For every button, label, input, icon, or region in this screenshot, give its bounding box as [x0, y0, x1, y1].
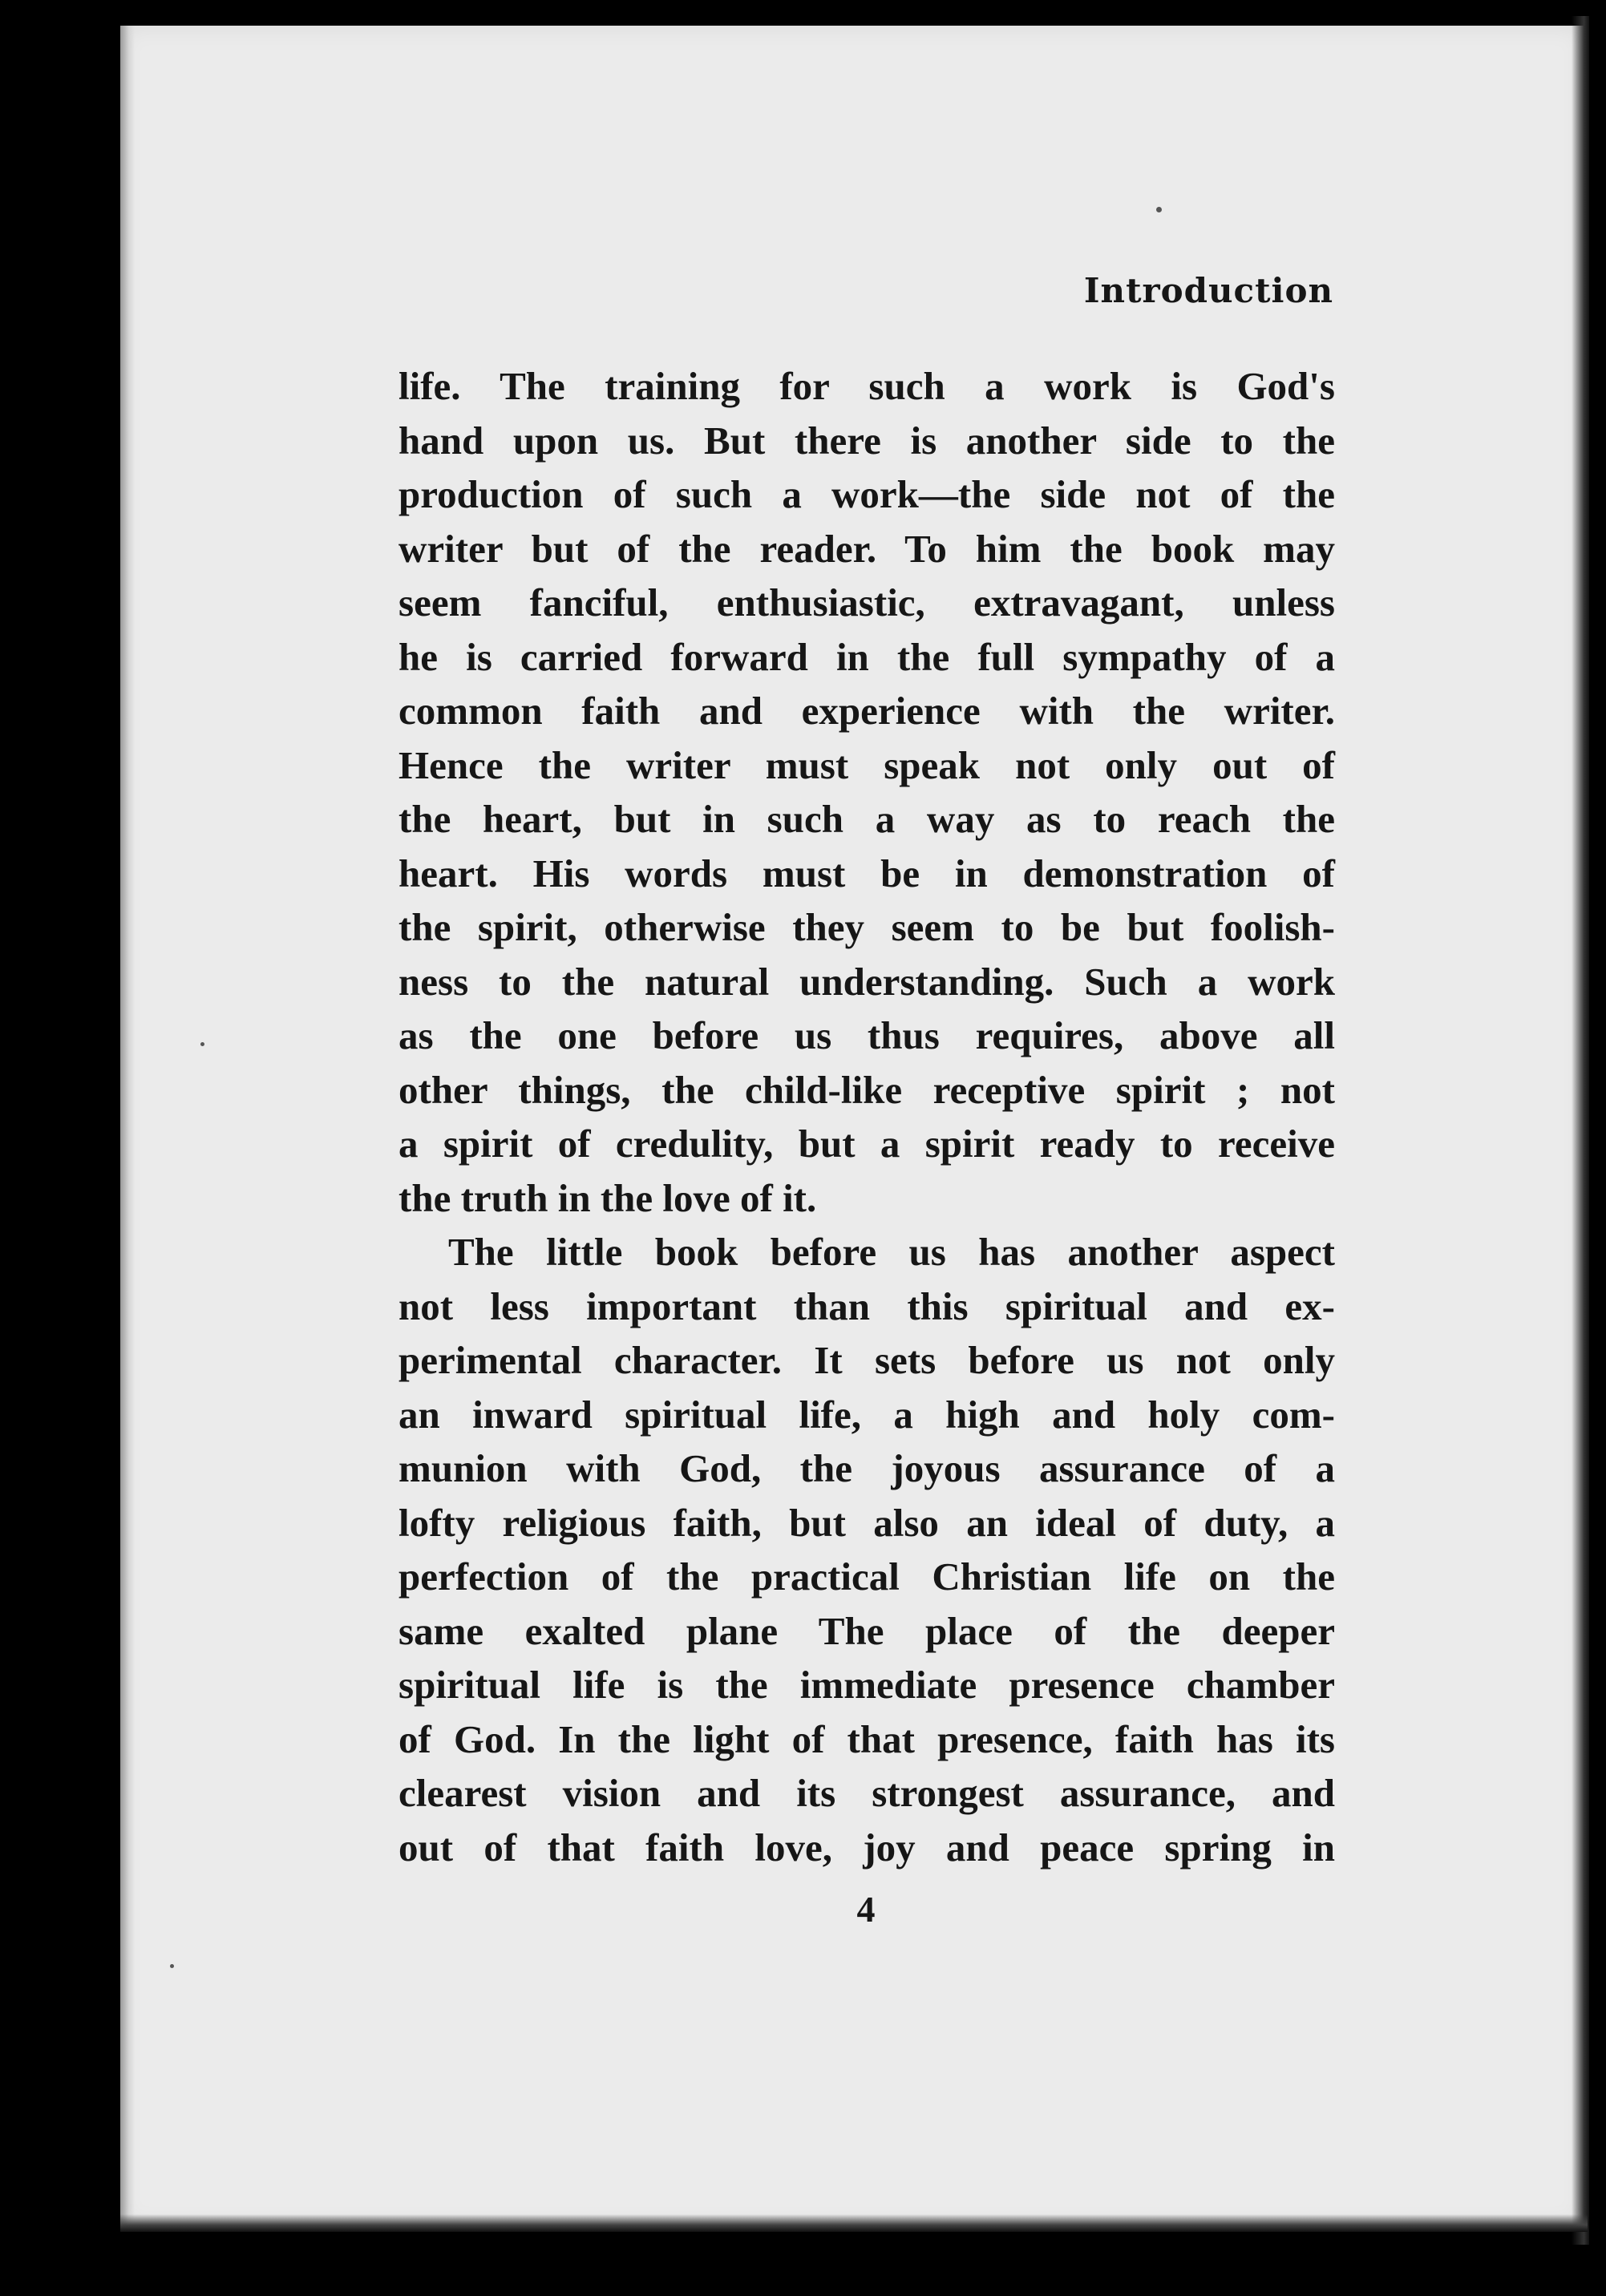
text-line: perfection of the practical Christian life on the — [398, 1554, 1335, 1599]
text-line: the truth in the love of it. — [398, 1175, 817, 1220]
text-line: writer but of the reader. To him the book may — [398, 526, 1335, 571]
text-line: The little book before us has another aspect — [448, 1230, 1335, 1274]
text-line: the spirit, otherwise they seem to be but foolish- — [398, 905, 1335, 949]
text-line: seem fanciful, enthusiastic, extravagant, unless — [398, 580, 1335, 625]
text-line: same exalted plane The place of the deeper — [398, 1608, 1335, 1653]
text-line: not less important than this spiritual and ex- — [398, 1283, 1335, 1328]
scan-speck — [200, 1042, 204, 1046]
text-line: heart. His words must be in demonstration of — [398, 851, 1335, 895]
text-line: an inward spiritual life, a high and holy com- — [398, 1392, 1335, 1437]
text-line: he is carried forward in the full sympathy of a — [398, 634, 1335, 679]
text-line: Hence the writer must speak not only out of — [398, 742, 1335, 787]
scan-speck — [1156, 207, 1162, 212]
text-line: spiritual life is the immediate presence chamber — [398, 1663, 1335, 1707]
text-line: the heart, but in such a way as to reach the — [398, 797, 1335, 841]
text-line: a spirit of credulity, but a spirit ready to receive — [398, 1122, 1335, 1166]
page-bottom-edge — [120, 2214, 1588, 2232]
page-number: 4 — [856, 1889, 876, 1930]
body-text — [398, 359, 1335, 1874]
text-line: clearest vision and its strongest assurance, and — [398, 1771, 1335, 1815]
text-line: out of that faith love, joy and peace spring in — [398, 1825, 1335, 1870]
text-line: common faith and experience with the writer. — [398, 689, 1335, 733]
text-line: production of such a work—the side not of the — [398, 472, 1335, 516]
text-line: of God. In the light of that presence, faith has its — [398, 1716, 1335, 1761]
text-line: other things, the child-like receptive spirit ; not — [398, 1067, 1335, 1112]
text-line: life. The training for such a work is God's — [398, 364, 1335, 408]
page-right-edge — [1572, 16, 1589, 2245]
text-line: munion with God, the joyous assurance of a — [398, 1446, 1335, 1490]
text-line: perimental character. It sets before us not only — [398, 1338, 1335, 1382]
text-line: lofty religious faith, but also an ideal of duty, a — [398, 1500, 1335, 1545]
running-head: Introduction — [1083, 271, 1333, 310]
text-line: as the one before us thus requires, above all — [398, 1013, 1335, 1057]
text-line: ness to the natural understanding. Such a work — [398, 959, 1335, 1004]
paragraph — [398, 1225, 1335, 1874]
text-line: hand upon us. But there is another side to the — [398, 418, 1335, 463]
paragraph — [398, 359, 1335, 1225]
scan-speck — [170, 1964, 174, 1968]
page-gutter-shadow — [120, 26, 135, 2226]
